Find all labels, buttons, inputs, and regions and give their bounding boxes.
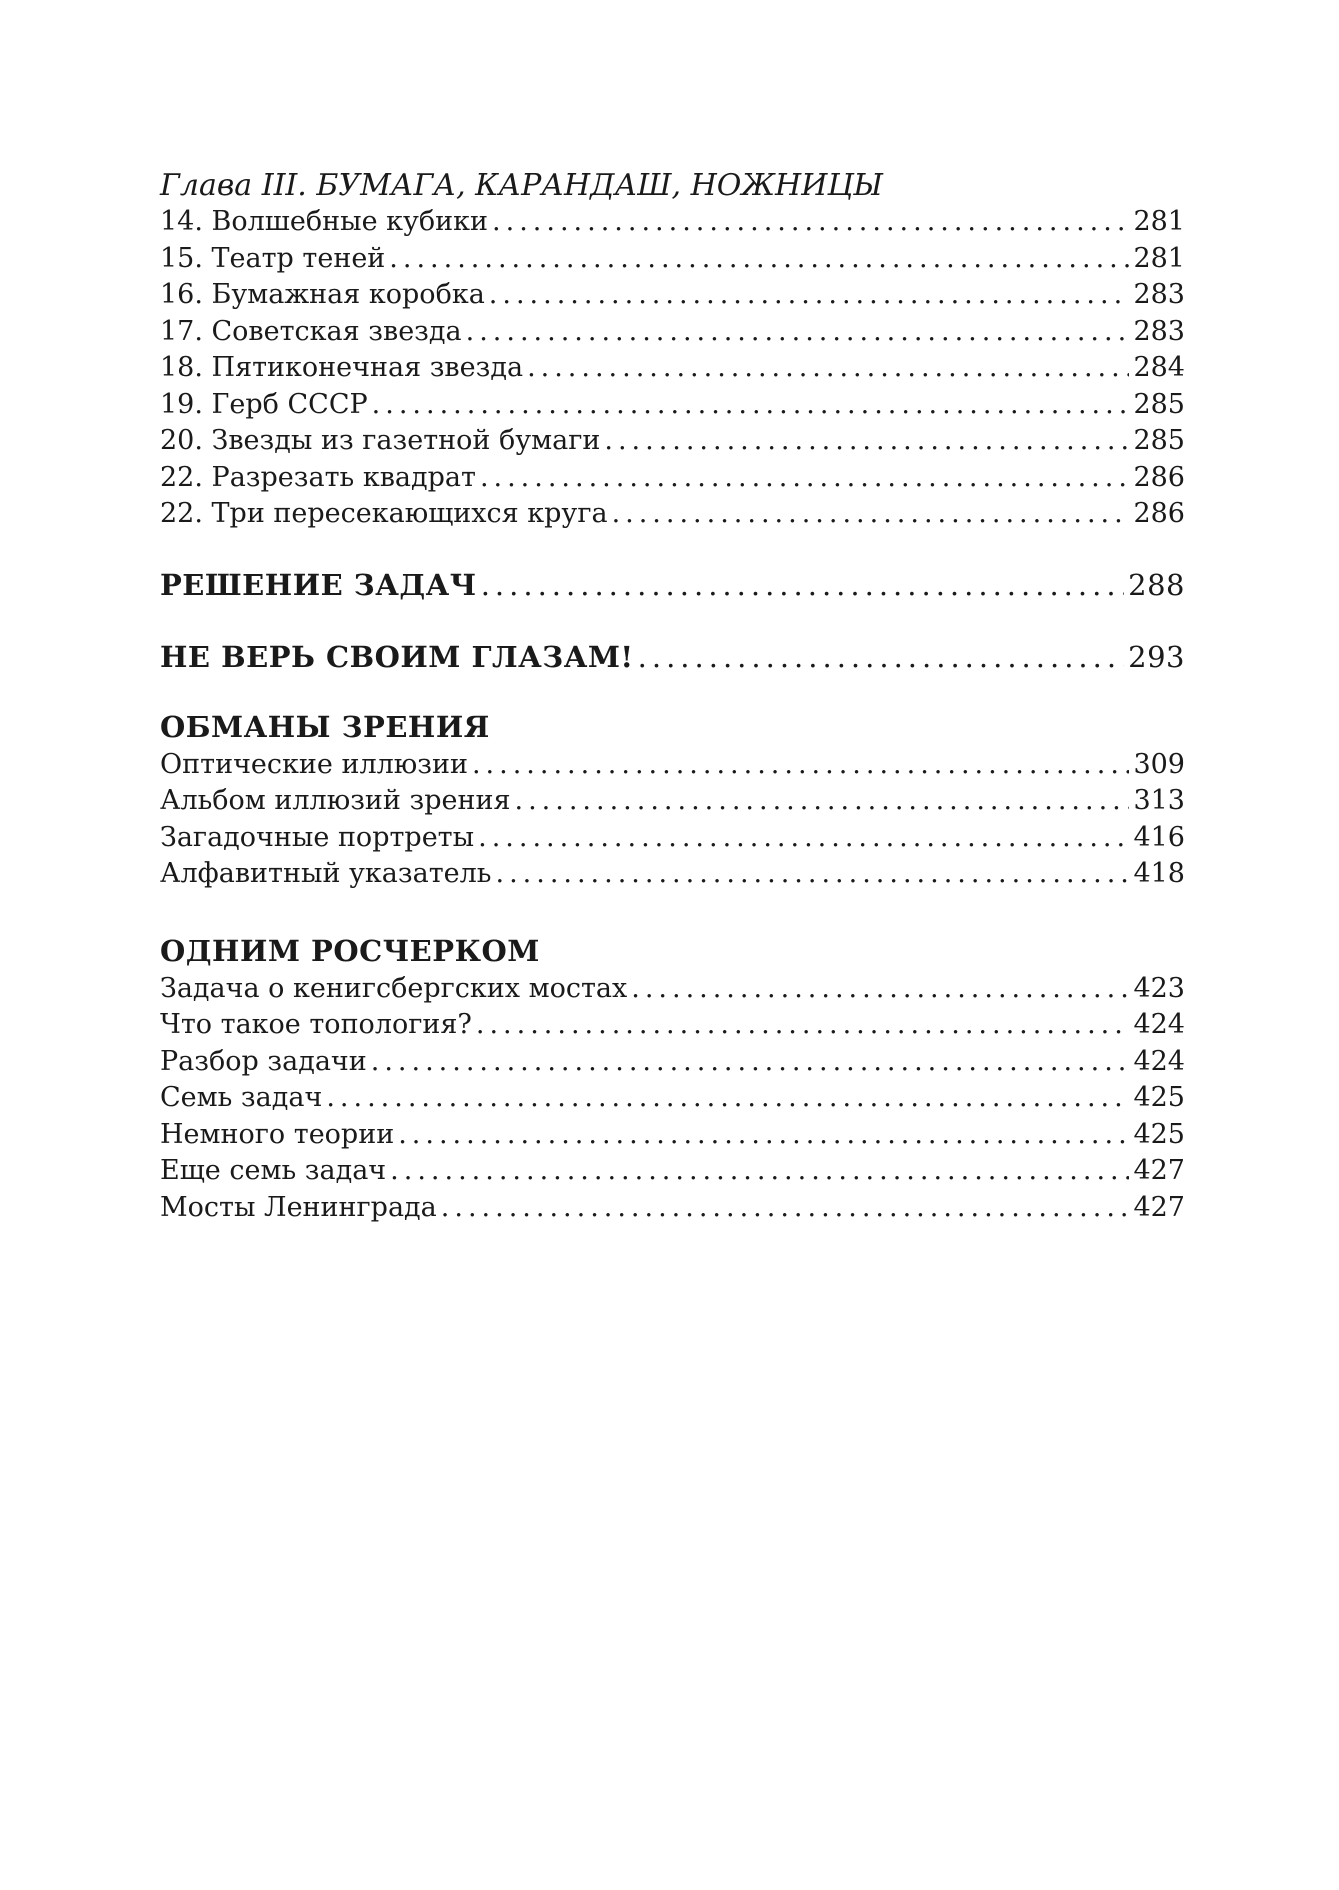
toc-entry[interactable]: [160, 241, 1185, 278]
toc-entry-page: 427: [1133, 1191, 1185, 1223]
toc-entry-page: 281: [1133, 206, 1185, 237]
toc-entry[interactable]: [160, 460, 1185, 497]
toc-section-title: НЕ ВЕРЬ СВОИМ ГЛАЗАМ!: [160, 639, 634, 674]
toc-entry-page: 416: [1133, 821, 1185, 853]
table-of-contents: [160, 168, 1185, 1226]
toc-entry[interactable]: [160, 204, 1185, 241]
dot-leader: [527, 350, 1129, 387]
toc-entry[interactable]: [160, 1153, 1185, 1190]
toc-entry-title: Разбор задачи: [160, 1045, 367, 1077]
toc-entry[interactable]: [160, 387, 1185, 424]
dot-leader: [389, 241, 1129, 278]
dot-leader: [489, 277, 1130, 314]
toc-entry-title: 18. Пятиконечная звезда: [160, 352, 524, 383]
toc-entry[interactable]: [160, 350, 1185, 387]
toc-entry-page: 424: [1133, 1009, 1185, 1040]
toc-entry-page: 309: [1133, 748, 1185, 780]
toc-entry-page: 283: [1133, 315, 1185, 347]
toc-entry-title: Мосты Ленинграда: [160, 1191, 437, 1223]
dot-leader: [481, 565, 1124, 605]
toc-section-dont-believe[interactable]: [160, 637, 1185, 677]
dot-leader: [612, 496, 1130, 533]
dot-leader: [495, 856, 1129, 893]
toc-section-title: РЕШЕНИЕ ЗАДАЧ: [160, 567, 477, 602]
toc-section-solutions[interactable]: [160, 565, 1185, 605]
toc-entry-title: 22. Три пересекающихся круга: [160, 498, 608, 529]
toc-entry-page: 284: [1133, 352, 1185, 383]
toc-entry-title: Еще семь задач: [160, 1155, 387, 1186]
toc-entry[interactable]: [160, 971, 1185, 1008]
toc-entry-page: 286: [1133, 498, 1185, 529]
dot-leader: [372, 387, 1130, 424]
dot-leader: [604, 423, 1129, 460]
dot-leader: [472, 747, 1129, 784]
toc-entry-page: 313: [1133, 785, 1185, 816]
toc-entry[interactable]: [160, 747, 1185, 784]
toc-entry-title: Загадочные портреты: [160, 821, 475, 853]
toc-entry-page: 423: [1133, 972, 1185, 1004]
toc-entry[interactable]: [160, 1007, 1185, 1044]
dot-leader: [631, 971, 1129, 1008]
toc-section-page: 288: [1128, 567, 1185, 602]
toc-entry[interactable]: [160, 1044, 1185, 1081]
toc-entry-title: Семь задач: [160, 1082, 323, 1113]
dot-leader: [466, 314, 1130, 351]
toc-entry-page: 418: [1133, 858, 1185, 889]
toc-entry[interactable]: [160, 1190, 1185, 1227]
toc-entry[interactable]: [160, 314, 1185, 351]
toc-entry-title: Задача о кенигсбергских мостах: [160, 972, 628, 1004]
toc-entry[interactable]: [160, 783, 1185, 820]
toc-entry-page: 425: [1133, 1082, 1185, 1113]
toc-entry-title: 20. Звезды из газетной бумаги: [160, 425, 601, 456]
toc-entry[interactable]: [160, 423, 1185, 460]
toc-section-page: 293: [1128, 639, 1185, 674]
dot-leader: [638, 637, 1124, 677]
dot-leader: [390, 1153, 1129, 1190]
toc-entry[interactable]: [160, 820, 1185, 857]
dot-leader: [478, 820, 1129, 857]
toc-entry-page: 425: [1133, 1118, 1185, 1150]
dot-leader: [476, 1007, 1130, 1044]
toc-entry-title: 19. Герб СССР: [160, 388, 368, 420]
toc-entry-page: 285: [1133, 388, 1185, 420]
toc-entry-title: 17. Советская звезда: [160, 315, 462, 347]
dot-leader: [371, 1044, 1130, 1081]
toc-entry-page: 427: [1133, 1155, 1185, 1186]
toc-entry-title: Что такое топология?: [160, 1009, 472, 1040]
dot-leader: [441, 1190, 1130, 1227]
dot-leader: [480, 460, 1130, 497]
toc-entry-title: Алфавитный указатель: [160, 858, 492, 889]
toc-entry-page: 285: [1133, 425, 1185, 456]
dot-leader: [492, 204, 1129, 241]
toc-entry-title: Альбом иллюзий зрения: [160, 785, 511, 816]
toc-entry-title: Оптические иллюзии: [160, 748, 468, 780]
dot-leader: [398, 1117, 1129, 1154]
toc-entry-page: 283: [1133, 279, 1185, 310]
toc-entry-page: 281: [1133, 242, 1185, 274]
dot-leader: [326, 1080, 1129, 1117]
dot-leader: [515, 783, 1130, 820]
chapter-heading: Глава III. БУМАГА, КАРАНДАШ, НОЖНИЦЫ: [160, 168, 884, 203]
toc-entry[interactable]: [160, 1080, 1185, 1117]
toc-entry-title: 16. Бумажная коробка: [160, 279, 485, 310]
section-heading-illusions: ОБМАНЫ ЗРЕНИЯ: [160, 709, 490, 744]
toc-entry-page: 424: [1133, 1045, 1185, 1077]
toc-entry-title: 22. Разрезать квадрат: [160, 461, 476, 493]
toc-entry-page: 286: [1133, 461, 1185, 493]
toc-entry-title: Немного теории: [160, 1118, 395, 1150]
toc-entry[interactable]: [160, 856, 1185, 893]
toc-entry-title: 15. Театр теней: [160, 242, 386, 274]
toc-entry-title: 14. Волшебные кубики: [160, 206, 489, 237]
section-heading-one-stroke: ОДНИМ РОСЧЕРКОМ: [160, 933, 540, 968]
toc-entry[interactable]: [160, 277, 1185, 314]
toc-entry[interactable]: [160, 1117, 1185, 1154]
toc-entry[interactable]: [160, 496, 1185, 533]
